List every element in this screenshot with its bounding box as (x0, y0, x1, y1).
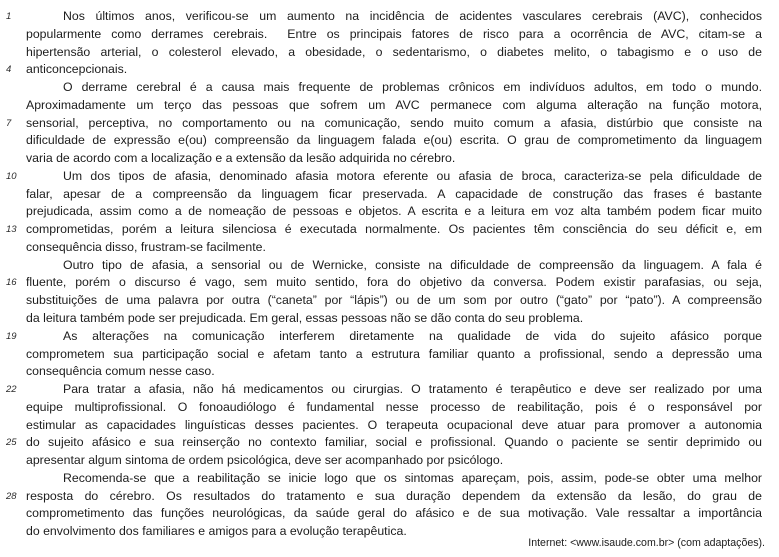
line-text: Um dos tipos de afasia, denominado afasia motora eferente ou afasia de broca, caracteriza-se pela dificuldade de (63, 168, 762, 183)
text-line (26, 203, 762, 221)
line-text: resposta do cérebro. Os resultados do tratamento e sua duração dependem da extensão da lesão, do grau de (26, 488, 762, 503)
line-text: anticoncepcionais. (26, 62, 128, 77)
line-number: 13 (6, 224, 17, 236)
line-text: comprometimento das funções neurológicas, da saúde geral do afásico e de sua motivação. Vale ressaltar a importância (26, 506, 762, 521)
text-line (26, 505, 762, 523)
text-line (6, 434, 762, 452)
source-citation: Internet: <www.isaude.com.br> (com adaptações). (528, 537, 765, 549)
line-text: hipertensão arterial, o colesterol elevado, a obesidade, o sedentarismo, o diabetes melito, o tabagismo e o uso de (26, 44, 762, 59)
text-line (26, 132, 762, 150)
text-line (26, 452, 762, 470)
line-number: 4 (6, 64, 12, 76)
line-text: Aproximadamente um terço das pessoas que sofrem um AVC permanece com alguma alteração na função motora, (26, 97, 762, 112)
text-line (26, 310, 762, 328)
line-text: prejudicada, assim como a de nomeação de pessoas e objetos. A escrita e a leitura em voz alta também podem ficar muito (26, 204, 762, 219)
line-text: As alterações na comunicação interferem diretamente na qualidade de vida do sujeito afásico porque (63, 328, 762, 343)
line-text: consequência comum nesse caso. (26, 364, 215, 379)
text-line (6, 8, 762, 26)
text-line (6, 274, 762, 292)
text-line (26, 239, 762, 257)
line-text: sensorial, perceptiva, no comportamento ou na comunicação, sendo muito comum a afasia, distúrbio que consiste na (26, 115, 762, 130)
text-line (26, 363, 762, 381)
text-line (26, 150, 762, 168)
text-line (6, 328, 762, 346)
line-text: consequência disso, frustram-se facilmente. (26, 239, 266, 254)
line-text: Para tratar a afasia, não há medicamentos ou cirurgias. O tratamento é terapêutico e deve ser realizado por uma (63, 382, 762, 397)
text-line (26, 257, 762, 275)
line-text: dificuldade de expressão e(ou) compreensão da linguagem falada e(ou) escrita. O grau de comprometimento da linguagem (26, 133, 762, 148)
line-text: Recomenda-se que a reabilitação se inicie logo que os sintomas apareçam, pois, assim, pode-se obter uma melhor (63, 470, 762, 485)
text-line (26, 44, 762, 62)
text-line (26, 186, 762, 204)
text-line (6, 115, 762, 133)
line-text: fluente, porém o discurso é vago, sem muito sentido, fora do objetivo da conversa. Podem existir parafasias, ou seja, (26, 275, 762, 290)
text-line (6, 61, 762, 79)
line-text: Nos últimos anos, verificou-se um aumento na incidência de acidentes vasculares cerebrais (AVC), conhecidos (63, 9, 762, 23)
text-line (26, 79, 762, 97)
line-text: popularmente como derrames cerebrais. Entre os principais fatores de risco para a ocorrência de AVC, citam-se a (26, 26, 762, 41)
line-number: 28 (6, 490, 17, 502)
line-number: 22 (6, 384, 17, 396)
line-text: substituições de uma palavra por outra (“caneta” por “lápis”) ou de um som por outro (“gato” por “pato”). A compreensão (26, 293, 762, 308)
line-text: da leitura também pode ser prejudicada. Em geral, essas pessoas não se dão conta do seu problema. (26, 311, 584, 326)
line-text: do envolvimento dos familiares e amigos para a evolução terapêutica. (26, 524, 407, 539)
line-text: equipe multiprofissional. O fonoaudiólogo é fundamental nesse processo de reabilitação, pois é o responsável por (26, 399, 762, 414)
line-text: estimular as capacidades linguísticas desses pacientes. O terapeuta ocupacional deve atuar para promover a autonomia (26, 417, 762, 432)
text-line (26, 346, 762, 364)
line-number: 19 (6, 330, 17, 342)
text-line (6, 488, 762, 506)
text-line (26, 470, 762, 488)
line-number: 10 (6, 170, 17, 182)
text-line (6, 221, 762, 239)
text-line (26, 292, 762, 310)
line-text: falar, apesar de a compreensão da linguagem ficar preservada. A capacidade de construção das frases é bastante (26, 186, 762, 201)
line-text: apresentar algum sintoma de ordem psicológica, deve ser acompanhado por psicólogo. (26, 453, 504, 468)
line-text: comprometidas, porém a leitura silenciosa é executada normalmente. Os pacientes têm consciência do seu déficit e, em (26, 222, 762, 237)
line-number: 7 (6, 117, 12, 129)
line-text: varia de acordo com a localização e a extensão da lesão adquirida no cérebro. (26, 151, 456, 166)
text-line (6, 381, 762, 399)
line-number: 25 (6, 437, 17, 449)
text-line (26, 417, 762, 435)
line-number: 1 (6, 11, 12, 22)
line-text: comprometem sua participação social e afetam tanto a estrutura familiar quanto a profissional, sendo a depressão uma (26, 346, 762, 361)
text-line (26, 97, 762, 115)
text-line (26, 399, 762, 417)
text-line (26, 26, 762, 44)
line-text: O derrame cerebral é a causa mais frequente de problemas crônicos em indivíduos adultos, em todo o mundo. (63, 80, 762, 95)
line-text: Outro tipo de afasia, a sensorial ou de Wernicke, consiste na dificuldade de compreensão da linguagem. A fala é (63, 257, 762, 272)
text-line (6, 168, 762, 186)
line-text: do sujeito afásico e sua reinserção no contexto familiar, social e profissional. Quando o paciente se sentir deprimido ou (26, 435, 762, 450)
text-block (6, 8, 762, 541)
line-number: 16 (6, 277, 17, 289)
